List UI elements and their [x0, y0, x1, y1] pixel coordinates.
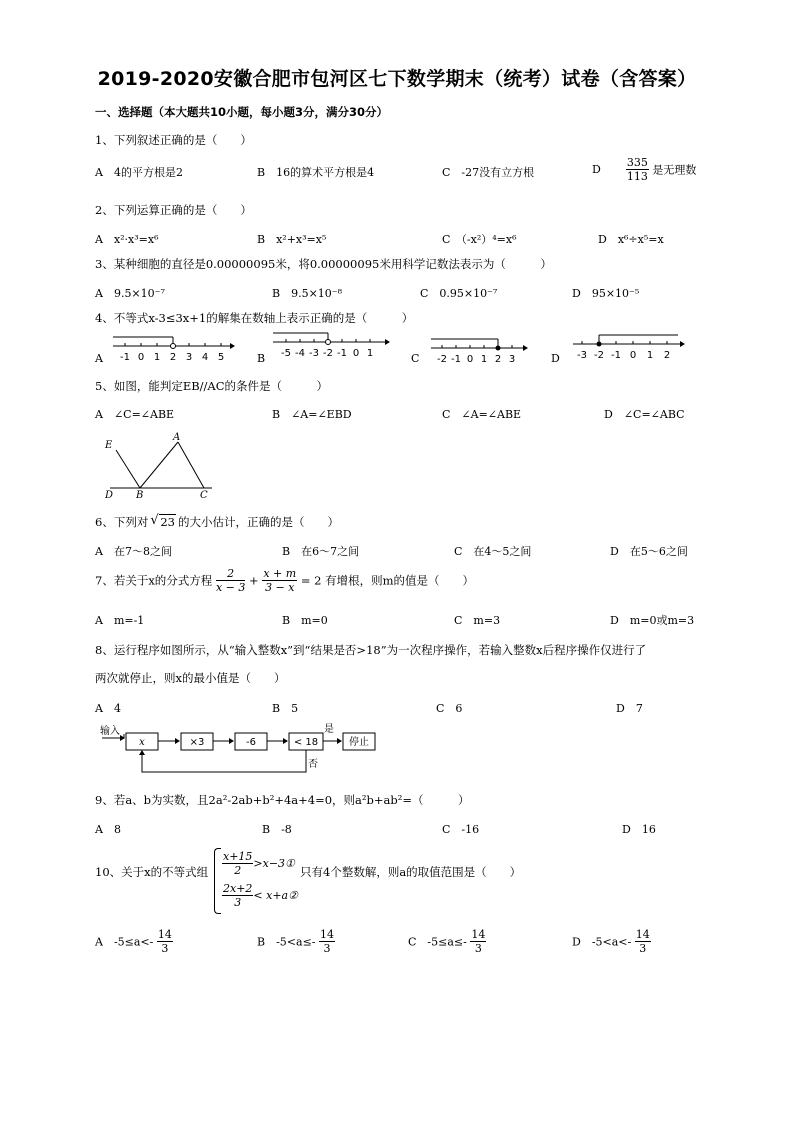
q10-r2-den: 3: [234, 896, 242, 909]
q7-fraction-1: [216, 567, 245, 594]
q7-option-b: B m=0: [282, 614, 328, 627]
q4-d-tick: 1: [646, 350, 654, 360]
q10-c-text: C -5≤a≤-: [408, 935, 467, 949]
q4-d-tick: -2: [594, 350, 604, 360]
q1-d-label: D: [592, 163, 601, 176]
q3-option-b: B 9.5×10⁻⁸: [272, 287, 343, 300]
q4-option-c-label: C: [411, 352, 420, 365]
q4-d-tick: -3: [577, 350, 587, 360]
section-heading: 一、选择题（本大题共10小题，每小题3分，满分30分）: [95, 105, 389, 119]
q4-c-tick: 0: [466, 354, 474, 364]
q5-label-c: C: [200, 490, 208, 501]
q7-eq: = 2: [300, 573, 322, 588]
q5-option-d: D ∠C=∠ABC: [604, 408, 685, 421]
q1-option-b: B 16的算术平方根是4: [257, 166, 375, 179]
q4-b-tick: -2: [323, 348, 333, 358]
q10-option-a: [95, 928, 173, 955]
q6-radical: √ 23: [150, 513, 175, 529]
q8-flowchart: [96, 720, 386, 778]
q8-no-label: 否: [308, 759, 318, 770]
q8-box-subtract: -6: [246, 737, 256, 748]
q8-box-multiply: ×3: [189, 737, 205, 748]
q7-f1-den: x − 3: [215, 581, 246, 594]
q1-option-c: C -27没有立方根: [442, 166, 535, 179]
q6-option-d: D 在5～6之间: [610, 545, 688, 558]
q4-a-tick: 0: [137, 352, 145, 362]
q4-a-tick: 1: [153, 352, 161, 362]
q2-option-a: A x²·x³=x⁶: [95, 233, 159, 246]
q4-a-tick: -1: [120, 352, 130, 362]
q4-stem: 4、不等式x-3≤3x+1的解集在数轴上表示正确的是（ ）: [95, 311, 414, 325]
q7-stem-post: 有增根，则m的值是（ ）: [325, 573, 475, 588]
q10-r2-rest: < x+a②: [253, 889, 298, 902]
q9-option-c: C -16: [442, 823, 480, 836]
q5-option-a: A ∠C=∠ABE: [95, 408, 175, 421]
q10-b-fraction: [319, 928, 335, 955]
q8-yes-label: 是: [324, 724, 334, 735]
q4-number-line-b: [270, 332, 390, 358]
q3-option-d: D 95×10⁻⁵: [572, 287, 640, 300]
q4-c-tick: 1: [480, 354, 488, 364]
q8-option-d: D 7: [616, 702, 643, 715]
q9-option-a: A 8: [95, 823, 121, 836]
q7-option-c: C m=3: [454, 614, 501, 627]
q1-option-a: A 4的平方根是2: [95, 166, 183, 179]
q4-a-tick: 3: [185, 352, 193, 362]
q4-option-a-label: A: [95, 352, 103, 365]
q2-stem: 2、下列运算正确的是（ ）: [95, 203, 252, 217]
q10-brace: [214, 848, 221, 914]
q10-r1-num: x+15: [223, 850, 253, 863]
q1-stem: 1、下列叙述正确的是（ ）: [95, 133, 252, 147]
q7-fraction-2: [262, 567, 297, 594]
q8-box-stop: 停止: [349, 737, 369, 748]
q6-radicand: 23: [160, 515, 175, 529]
q7-stem: 7、若关于x的分式方程 $\frac{2}{x - 3}$ + $\frac{x + m}{3 - x}$ = 2 有增根，则m的值是（ ）: [95, 567, 475, 594]
q4-b-tick: 1: [366, 348, 374, 358]
q9-stem: 9、若a、b为实数，且2a²-2ab+b²+4a+4=0，则a²b+ab²=（ ）: [95, 793, 470, 807]
q7-option-d: D m=0或m=3: [610, 614, 695, 627]
q8-option-b: B 5: [272, 702, 299, 715]
q5-label-e: E: [105, 440, 113, 451]
q4-b-tick: -3: [309, 348, 319, 358]
q10-a-num: 14: [157, 928, 172, 941]
q4-c-tick: -2: [437, 354, 447, 364]
q4-number-line-a: [110, 336, 235, 362]
q6-option-c: C 在4～5之间: [454, 545, 532, 558]
q1-d-numerator: 335: [626, 156, 648, 169]
q6-option-a: A 在7～8之间: [95, 545, 172, 558]
q10-b-den: 3: [323, 942, 331, 955]
q7-stem-pre: 7、若关于x的分式方程: [95, 573, 213, 588]
q5-label-a: A: [173, 432, 181, 443]
page-title: 2019-2020安徽合肥市包河区七下数学期末（统考）试卷（含答案）: [97, 68, 697, 90]
q3-option-a: A 9.5×10⁻⁷: [95, 287, 165, 300]
q4-option-b-label: B: [257, 352, 266, 365]
q4-d-tick: 2: [663, 350, 671, 360]
q10-a-den: 3: [161, 942, 169, 955]
q9-option-d: D 16: [622, 823, 656, 836]
q9-option-b: B -8: [262, 823, 292, 836]
q6-option-b: B 在6～7之间: [282, 545, 360, 558]
q10-r2-fraction: [222, 882, 253, 909]
q4-a-tick: 5: [217, 352, 225, 362]
q1-d-suffix: 是无理数: [652, 163, 697, 177]
q8-box-compare: < 18: [293, 737, 319, 748]
q3-option-c: C 0.95×10⁻⁷: [420, 287, 498, 300]
q7-f2-den: 3 − x: [265, 581, 295, 594]
q1-d-denominator: 113: [626, 170, 648, 183]
q10-b-num: 14: [320, 928, 335, 941]
q8-stem-line1: 8、运行程序如图所示，从“输入整数x”到“结果是否>18”为一次程序操作，若输入整数x后程序操作仅进行了: [95, 643, 647, 657]
q10-option-d: [572, 928, 651, 955]
q7-option-a: A m=-1: [95, 614, 145, 627]
q7-f1-num: 2: [216, 567, 245, 581]
q4-a-tick: 4: [201, 352, 209, 362]
q4-option-d-label: D: [551, 352, 560, 365]
q4-b-tick: -1: [337, 348, 347, 358]
q10-c-num: 14: [471, 928, 486, 941]
q3-stem: 3、某种细胞的直径是0.00000095米，将0.00000095米用科学记数法表示为（ ）: [95, 257, 552, 271]
q10-stem-post: 只有4个整数解，则a的取值范围是（ ）: [300, 865, 522, 879]
q10-r1-fraction: [222, 850, 253, 877]
q10-r1-rest: >x−3①: [253, 857, 295, 870]
q4-b-tick: -4: [295, 348, 305, 358]
q10-stem-pre: 10、关于x的不等式组: [95, 865, 209, 879]
q4-c-tick: 2: [494, 354, 502, 364]
q5-figure: [100, 430, 220, 502]
q4-d-tick: -1: [611, 350, 621, 360]
q10-d-fraction: [635, 928, 651, 955]
q10-d-text: D -5<a<-: [572, 935, 632, 949]
q4-number-line-d: [570, 334, 685, 360]
q10-c-fraction: [470, 928, 486, 955]
q10-d-den: 3: [639, 942, 647, 955]
q4-d-tick: 0: [629, 350, 637, 360]
q5-stem: 5、如图，能判定EB//AC的条件是（ ）: [95, 379, 329, 393]
q4-number-line-c: [428, 338, 528, 364]
q2-option-c: C （-x²）⁴=x⁶: [442, 233, 517, 246]
q10-option-c: [408, 928, 486, 955]
q10-a-fraction: [157, 928, 173, 955]
q6-stem-post: 的大小估计，正确的是（ ）: [177, 515, 339, 529]
q8-input-label: 输入: [100, 726, 120, 737]
q4-b-tick: 0: [352, 348, 360, 358]
q6-stem: [95, 514, 339, 530]
q5-label-b: B: [136, 490, 144, 501]
q8-box-x: x: [139, 737, 145, 748]
q5-label-d: D: [105, 490, 114, 501]
q10-a-text: A -5≤a<-: [95, 935, 154, 949]
q10-option-b: [257, 928, 335, 955]
q4-c-tick: 3: [508, 354, 516, 364]
q1-option-d: [592, 156, 696, 183]
q5-option-c: C ∠A=∠ABE: [442, 408, 522, 421]
q8-option-c: C 6: [436, 702, 463, 715]
q10-c-den: 3: [474, 942, 482, 955]
q10-b-text: B -5<a≤-: [257, 935, 316, 949]
q10-d-num: 14: [635, 928, 650, 941]
q7-f2-num: x + m: [263, 567, 297, 580]
q2-option-d: D x⁶÷x⁵=x: [598, 233, 664, 246]
q8-option-a: A 4: [95, 702, 121, 715]
q10-row-2: [222, 882, 298, 909]
q4-a-tick: 2: [169, 352, 177, 362]
q8-stem-line2: 两次就停止，则x的最小值是（ ）: [95, 671, 286, 685]
q2-option-b: B x²+x³=x⁵: [257, 233, 327, 246]
q1-d-fraction: [626, 156, 649, 183]
q10-r2-num: 2x+2: [223, 882, 253, 895]
q4-b-tick: -5: [281, 348, 291, 358]
q10-r1-den: 2: [234, 864, 242, 877]
q4-c-tick: -1: [451, 354, 461, 364]
q5-option-b: B ∠A=∠EBD: [272, 408, 352, 421]
q10-row-1: [222, 850, 295, 877]
q6-stem-pre: 6、下列对: [95, 515, 149, 529]
